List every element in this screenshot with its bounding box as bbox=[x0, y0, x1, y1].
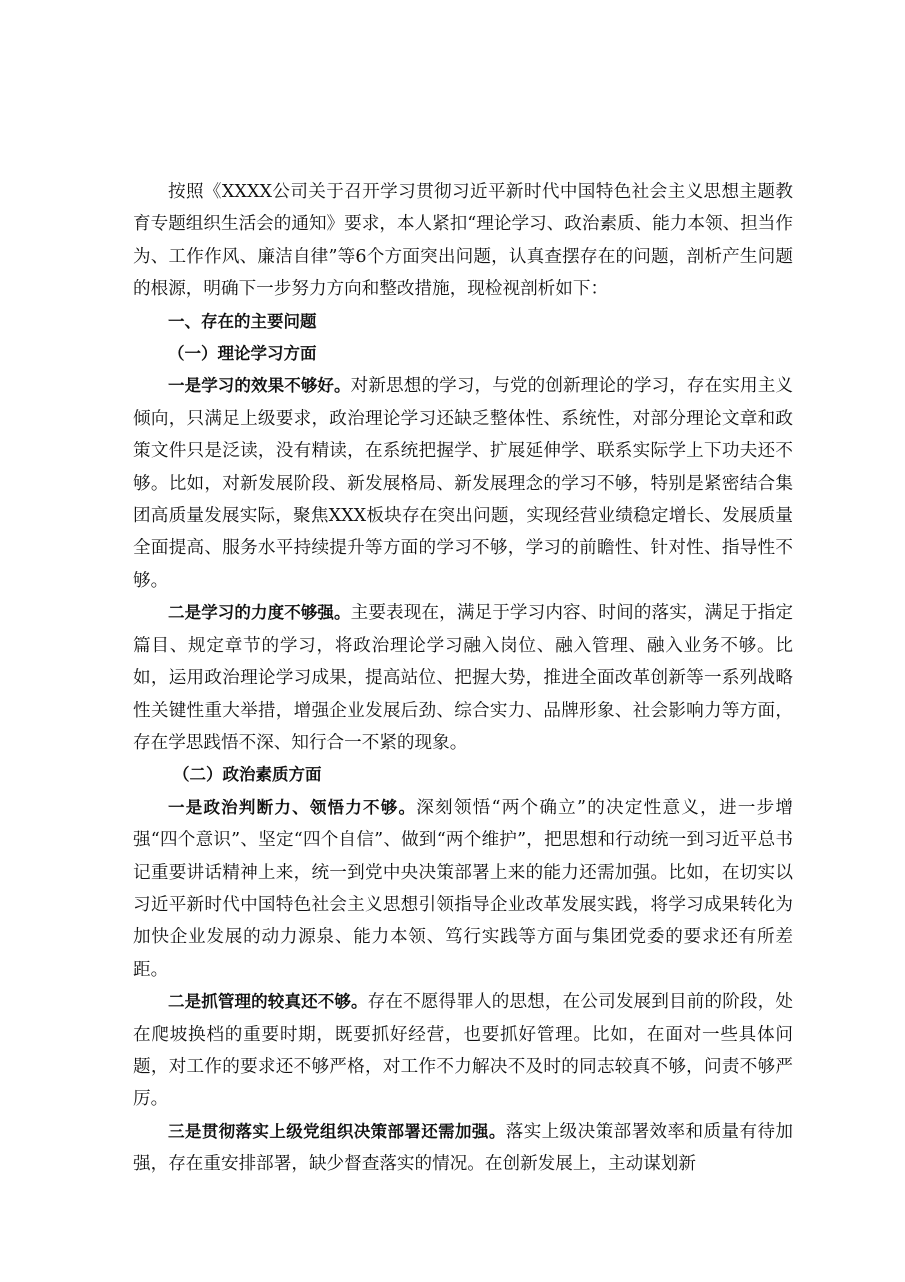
paragraph-body: 对新思想的学习，与党的创新理论的学习，存在实用主义倾向，只满足上级要求，政治理论学习还缺乏整体性、系统性，对部分理论文章和政策文件只是泛读，没有精读，在系统把握学、扩展延伸学、联系实际学上下功夫还不够。比如，对新发展阶段、新发展格局、新发展理念的学习不够，特别是紧密结合集团高质量发展实际，聚焦XXX板块存在突出问题，实现经营业绩稳定增长、发展质量全面提高、服务水平持续提升等方面的学习不够，学习的前瞻性、针对性、指导性不够。 bbox=[133, 376, 793, 591]
paragraph-lead: 三是贯彻落实上级党组织决策部署还需加强。 bbox=[168, 1121, 506, 1141]
intro-paragraph: 按照《XXXX公司关于召开学习贯彻习近平新时代中国特色社会主义思想主题教育专题组织生活会的通知》要求，本人紧扣“理论学习、政治素质、能力本领、担当作为、工作作风、廉洁自律”等6个方面突出问题，认真查摆存在的问题，剖析产生问题的根源，明确下一步努力方向和整改措施，现检视剖析如下： bbox=[133, 182, 793, 300]
subsection-heading-political-quality: （二）政治素质方面 bbox=[173, 765, 322, 785]
paragraph-study-effect bbox=[133, 370, 793, 597]
paragraph-lead: 一是政治判断力、领悟力不够。 bbox=[168, 797, 417, 817]
paragraph-lead: 一是学习的效果不够好。 bbox=[168, 376, 351, 396]
paragraph-body: 存在不愿得罪人的思想，在公司发展到目前的阶段，处在爬坡换档的重要时期，既要抓好经营，也要抓好管理。比如，在面对一些具体问题，对工作的要求还不够严格，对工作不力解决不及时的同志较真不够，问责不够严厉。 bbox=[133, 992, 793, 1110]
document-body bbox=[133, 176, 793, 1181]
paragraph-body: 主要表现在，满足于学习内容、时间的落实，满足于指定篇目、规定章节的学习，将政治理论学习融入岗位、融入管理、融入业务不够。比如，运用政治理论学习成果，提高站位、把握大势，推进全面改革创新等一系列战略性关键性重大举措，增强企业发展后劲、综合实力、品牌形象、社会影响力等方面，存在学思践悟不深、知行合一不紧的现象。 bbox=[133, 603, 793, 753]
paragraph-body: 落实上级决策部署效率和质量有待加强，存在重安排部署，缺少督查落实的情况。在创新发展上，主动谋划新 bbox=[133, 1121, 793, 1175]
paragraph-political-judgement bbox=[133, 792, 793, 986]
paragraph-study-intensity bbox=[133, 597, 793, 759]
paragraph-implementation bbox=[133, 1116, 793, 1181]
paragraph-lead: 二是抓管理的较真还不够。 bbox=[168, 992, 368, 1012]
section-heading-main-problems: 一、存在的主要问题 bbox=[168, 311, 317, 331]
paragraph-body: 深刻领悟“两个确立”的决定性意义，进一步增强“四个意识”、坚定“四个自信”、做到“两个维护”，把思想和行动统一到习近平总书记重要讲话精神上来，统一到党中央决策部署上来的能力还需加强。比如，在切实以习近平新时代中国特色社会主义思想引领指导企业改革发展实践，将学习成果转化为加快企业发展的动力源泉、能力本领、笃行实践等方面与集团党委的要求还有所差距。 bbox=[133, 797, 794, 980]
paragraph-management-strictness bbox=[133, 986, 793, 1116]
subsection-heading-theory-study: （一）理论学习方面 bbox=[168, 344, 317, 364]
paragraph-lead: 二是学习的力度不够强。 bbox=[168, 603, 351, 623]
